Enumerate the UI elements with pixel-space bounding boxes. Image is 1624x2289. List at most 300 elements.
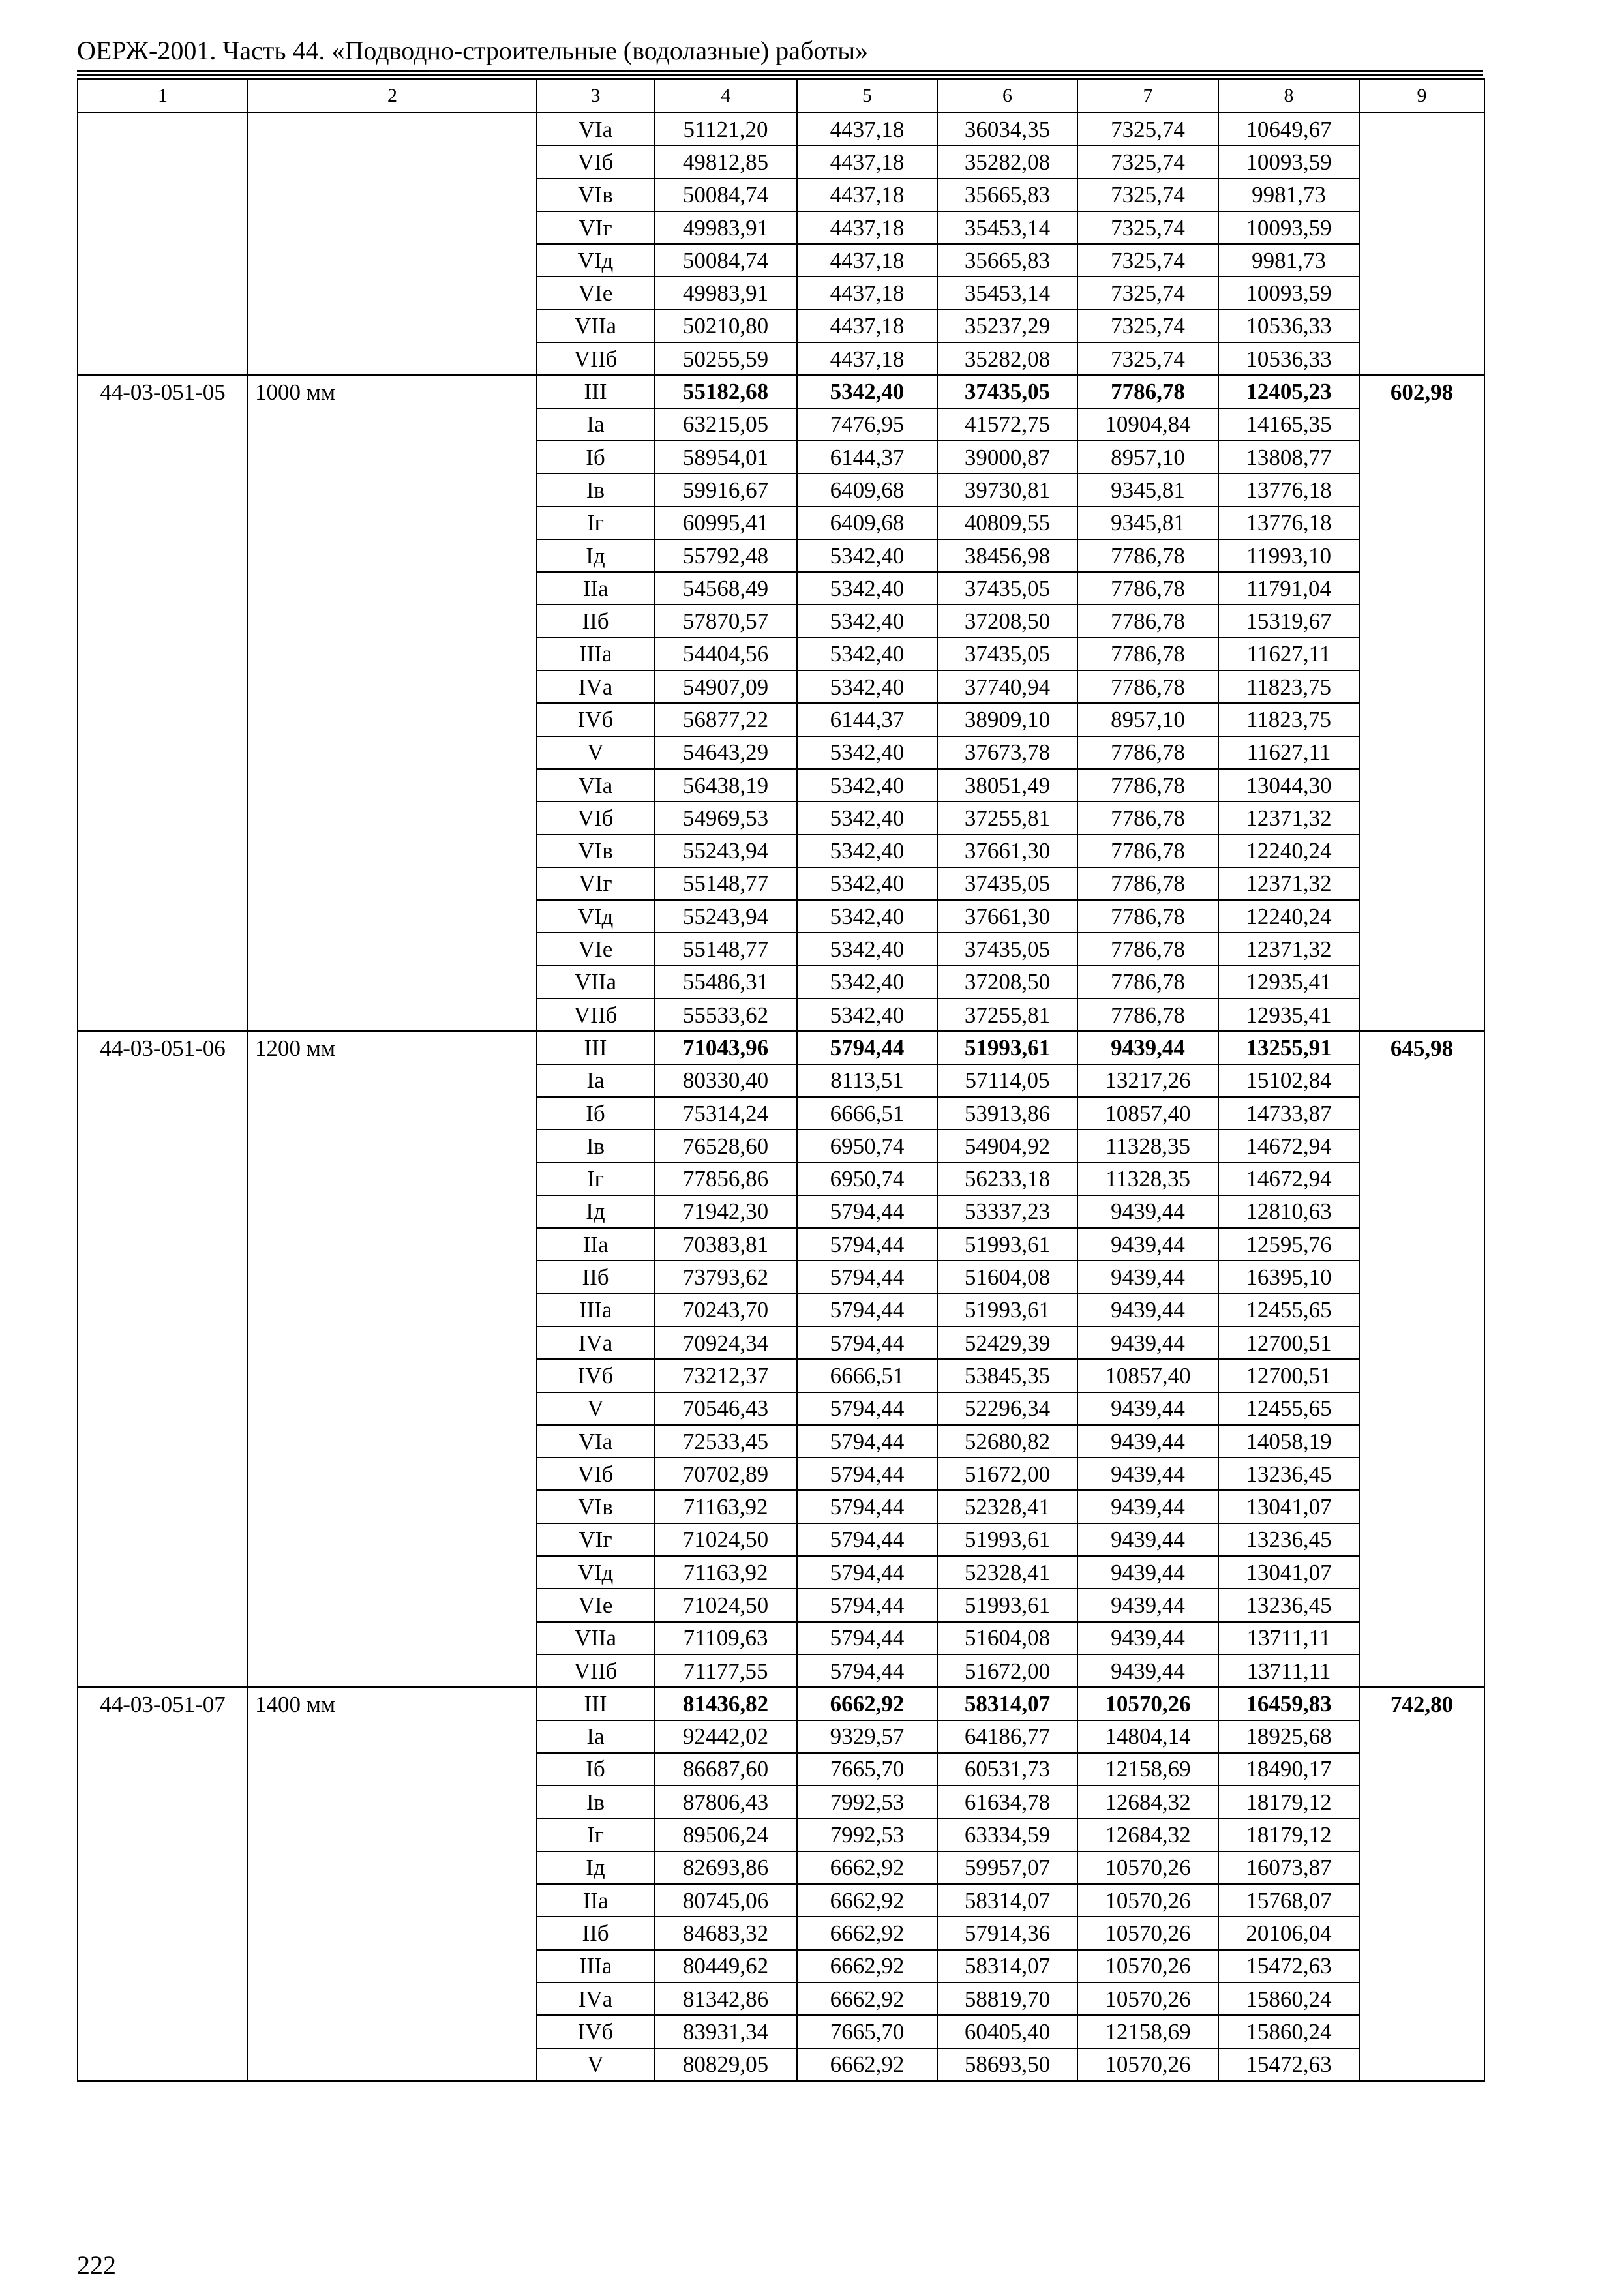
value-cell: 37255,81 [937,801,1077,834]
value-cell: 13236,45 [1218,1589,1359,1621]
value-cell: 51993,61 [937,1294,1077,1326]
column-number-cell: 2 [248,79,537,113]
value-cell: 12684,32 [1077,1818,1218,1851]
value-cell: 7786,78 [1077,998,1218,1031]
zone-cell: VIIа [537,1622,654,1654]
value-cell: 59916,67 [654,473,797,506]
value-cell: 9439,44 [1077,1490,1218,1523]
value-cell: 71024,50 [654,1589,797,1621]
value-cell: 70383,81 [654,1228,797,1261]
value-cell: 5794,44 [797,1195,937,1228]
value-cell: 80449,62 [654,1950,797,1982]
value-cell: 71109,63 [654,1622,797,1654]
value-cell: 6662,92 [797,1982,937,2015]
zone-cell: III [537,375,654,408]
value-cell: 73793,62 [654,1261,797,1293]
value-cell: 12595,76 [1218,1228,1359,1261]
value-cell: 5794,44 [797,1589,937,1621]
value-cell: 70702,89 [654,1458,797,1490]
value-cell: 10093,59 [1218,211,1359,244]
zone-cell: VIг [537,1523,654,1556]
value-cell: 9439,44 [1077,1425,1218,1458]
zone-cell: IIб [537,1917,654,1949]
column-number-cell: 3 [537,79,654,113]
zone-cell: VIе [537,277,654,309]
value-cell: 5794,44 [797,1425,937,1458]
value-cell: 61634,78 [937,1786,1077,1818]
zone-cell: Iа [537,1720,654,1753]
zone-cell: V [537,2048,654,2081]
value-cell: 6144,37 [797,703,937,736]
value-cell: 7786,78 [1077,375,1218,408]
value-cell: 13044,30 [1218,769,1359,801]
zone-cell: III [537,1031,654,1064]
value-cell: 9439,44 [1077,1294,1218,1326]
value-cell: 14058,19 [1218,1425,1359,1458]
zone-cell: VIв [537,835,654,867]
value-cell: 9439,44 [1077,1458,1218,1490]
value-cell: 13236,45 [1218,1458,1359,1490]
value-cell: 7786,78 [1077,572,1218,605]
value-cell: 13711,11 [1218,1622,1359,1654]
column-number-cell: 6 [937,79,1077,113]
value-cell: 5794,44 [797,1458,937,1490]
value-cell: 55792,48 [654,539,797,572]
value-cell: 7786,78 [1077,900,1218,933]
value-cell: 63334,59 [937,1818,1077,1851]
column-number-cell: 7 [1077,79,1218,113]
value-cell: 56438,19 [654,769,797,801]
value-cell: 4437,18 [797,211,937,244]
value-cell: 15768,07 [1218,1884,1359,1917]
value-cell: 64186,77 [937,1720,1077,1753]
value-cell: 51993,61 [937,1031,1077,1064]
value-cell: 9439,44 [1077,1523,1218,1556]
value-cell: 15860,24 [1218,2015,1359,2048]
value-cell: 6666,51 [797,1097,937,1130]
value-cell: 49983,91 [654,211,797,244]
zone-cell: VIд [537,244,654,277]
value-cell: 7325,74 [1077,145,1218,178]
zone-cell: Iа [537,1064,654,1097]
value-cell: 12455,65 [1218,1392,1359,1425]
value-cell: 13041,07 [1218,1556,1359,1589]
value-cell: 8957,10 [1077,441,1218,473]
zone-cell: III [537,1687,654,1720]
zone-cell: Iб [537,441,654,473]
value-cell: 9439,44 [1077,1392,1218,1425]
value-cell: 12684,32 [1077,1786,1218,1818]
rate-code-cell [78,113,248,375]
value-cell: 71024,50 [654,1523,797,1556]
value-cell: 7325,74 [1077,277,1218,309]
value-cell: 13808,77 [1218,441,1359,473]
value-cell: 92442,02 [654,1720,797,1753]
column-number-cell: 1 [78,79,248,113]
value-cell: 16395,10 [1218,1261,1359,1293]
zone-cell: V [537,1392,654,1425]
value-cell: 5342,40 [797,572,937,605]
zone-cell: VIб [537,145,654,178]
column-number-cell: 8 [1218,79,1359,113]
value-cell: 5342,40 [797,539,937,572]
value-cell: 5342,40 [797,966,937,998]
value-cell: 4437,18 [797,145,937,178]
value-cell: 39000,87 [937,441,1077,473]
zone-cell: Iг [537,1818,654,1851]
zone-cell: Iг [537,507,654,539]
zone-cell: Iб [537,1753,654,1786]
value-cell: 37435,05 [937,867,1077,900]
value-cell: 52328,41 [937,1490,1077,1523]
value-cell: 5794,44 [797,1031,937,1064]
value-cell: 35665,83 [937,244,1077,277]
value-cell: 12700,51 [1218,1359,1359,1392]
value-cell: 84683,32 [654,1917,797,1949]
value-cell: 54643,29 [654,736,797,769]
table-row [78,375,1484,408]
value-cell: 6666,51 [797,1359,937,1392]
value-cell: 7786,78 [1077,867,1218,900]
value-cell: 5342,40 [797,638,937,670]
value-cell: 20106,04 [1218,1917,1359,1949]
value-cell: 87806,43 [654,1786,797,1818]
value-cell: 18490,17 [1218,1753,1359,1786]
value-cell: 7992,53 [797,1818,937,1851]
value-cell: 12455,65 [1218,1294,1359,1326]
value-cell: 5794,44 [797,1556,937,1589]
zone-cell: IIIа [537,638,654,670]
value-cell: 37208,50 [937,966,1077,998]
value-cell: 5794,44 [797,1294,937,1326]
value-cell: 54907,09 [654,670,797,703]
value-cell: 6144,37 [797,441,937,473]
value-cell: 7665,70 [797,2015,937,2048]
value-cell: 12935,41 [1218,998,1359,1031]
rate-code-cell: 44-03-051-07 [78,1687,248,2081]
value-cell: 11328,35 [1077,1163,1218,1195]
value-cell: 49983,91 [654,277,797,309]
value-cell: 5342,40 [797,867,937,900]
value-cell: 51993,61 [937,1523,1077,1556]
value-cell: 12935,41 [1218,966,1359,998]
value-cell: 38051,49 [937,769,1077,801]
value-cell: 37435,05 [937,638,1077,670]
zone-cell: IVа [537,670,654,703]
value-cell: 37661,30 [937,835,1077,867]
page-number: 222 [77,2251,116,2280]
value-cell: 13776,18 [1218,507,1359,539]
value-cell: 50255,59 [654,342,797,375]
value-cell: 18179,12 [1218,1818,1359,1851]
value-cell: 15102,84 [1218,1064,1359,1097]
value-cell: 18925,68 [1218,1720,1359,1753]
value-cell: 49812,85 [654,145,797,178]
value-cell: 12700,51 [1218,1326,1359,1359]
value-cell: 7325,74 [1077,310,1218,342]
value-cell: 80330,40 [654,1064,797,1097]
value-cell: 55148,77 [654,867,797,900]
value-cell: 9439,44 [1077,1228,1218,1261]
value-cell: 53913,86 [937,1097,1077,1130]
zone-cell: IIа [537,1228,654,1261]
zone-cell: VIа [537,113,654,145]
value-cell: 11627,11 [1218,736,1359,769]
value-cell: 4437,18 [797,310,937,342]
value-cell: 10093,59 [1218,145,1359,178]
value-cell: 35453,14 [937,277,1077,309]
value-cell: 15472,63 [1218,2048,1359,2081]
value-cell: 6662,92 [797,2048,937,2081]
value-cell: 5342,40 [797,769,937,801]
value-cell: 83931,34 [654,2015,797,2048]
zone-cell: IIIа [537,1950,654,1982]
price-table [77,78,1485,2082]
value-cell: 10857,40 [1077,1359,1218,1392]
value-cell: 38909,10 [937,703,1077,736]
value-cell: 10570,26 [1077,1982,1218,2015]
value-cell: 12371,32 [1218,801,1359,834]
labor-cost-cell: 645,98 [1359,1031,1484,1687]
value-cell: 5342,40 [797,933,937,965]
value-cell: 4437,18 [797,342,937,375]
value-cell: 39730,81 [937,473,1077,506]
value-cell: 60531,73 [937,1753,1077,1786]
value-cell: 10536,33 [1218,310,1359,342]
value-cell: 7325,74 [1077,342,1218,375]
value-cell: 4437,18 [797,244,937,277]
value-cell: 9345,81 [1077,507,1218,539]
value-cell: 13217,26 [1077,1064,1218,1097]
value-cell: 50210,80 [654,310,797,342]
header-rule-bottom [77,74,1483,76]
value-cell: 35453,14 [937,211,1077,244]
value-cell: 37435,05 [937,572,1077,605]
pipe-size-cell [248,113,537,375]
value-cell: 7786,78 [1077,801,1218,834]
value-cell: 9345,81 [1077,473,1218,506]
value-cell: 6662,92 [797,1851,937,1884]
value-cell: 36034,35 [937,113,1077,145]
value-cell: 37435,05 [937,375,1077,408]
value-cell: 10649,67 [1218,113,1359,145]
value-cell: 9981,73 [1218,244,1359,277]
value-cell: 5342,40 [797,900,937,933]
value-cell: 5794,44 [797,1261,937,1293]
value-cell: 18179,12 [1218,1786,1359,1818]
value-cell: 37661,30 [937,900,1077,933]
value-cell: 55243,94 [654,835,797,867]
value-cell: 6950,74 [797,1163,937,1195]
zone-cell: Iв [537,1130,654,1162]
value-cell: 70243,70 [654,1294,797,1326]
value-cell: 7325,74 [1077,113,1218,145]
column-number-cell: 5 [797,79,937,113]
value-cell: 5794,44 [797,1326,937,1359]
value-cell: 8113,51 [797,1064,937,1097]
value-cell: 7476,95 [797,408,937,441]
value-cell: 75314,24 [654,1097,797,1130]
value-cell: 58314,07 [937,1884,1077,1917]
value-cell: 54969,53 [654,801,797,834]
value-cell: 51604,08 [937,1261,1077,1293]
value-cell: 10536,33 [1218,342,1359,375]
value-cell: 56233,18 [937,1163,1077,1195]
value-cell: 72533,45 [654,1425,797,1458]
value-cell: 16073,87 [1218,1851,1359,1884]
value-cell: 58314,07 [937,1950,1077,1982]
value-cell: 5794,44 [797,1622,937,1654]
value-cell: 51604,08 [937,1622,1077,1654]
value-cell: 9329,57 [797,1720,937,1753]
value-cell: 15319,67 [1218,605,1359,637]
value-cell: 9439,44 [1077,1654,1218,1687]
value-cell: 57914,36 [937,1917,1077,1949]
value-cell: 12405,23 [1218,375,1359,408]
value-cell: 10904,84 [1077,408,1218,441]
value-cell: 5342,40 [797,605,937,637]
value-cell: 14165,35 [1218,408,1359,441]
value-cell: 10570,26 [1077,1917,1218,1949]
value-cell: 10570,26 [1077,1687,1218,1720]
value-cell: 7786,78 [1077,966,1218,998]
column-number-cell: 4 [654,79,797,113]
value-cell: 15860,24 [1218,1982,1359,2015]
table-row [78,113,1484,145]
value-cell: 4437,18 [797,179,937,211]
value-cell: 7786,78 [1077,933,1218,965]
value-cell: 12240,24 [1218,900,1359,933]
value-cell: 52296,34 [937,1392,1077,1425]
value-cell: 13255,91 [1218,1031,1359,1064]
zone-cell: IVб [537,1359,654,1392]
pipe-size-cell: 1200 мм [248,1031,537,1687]
value-cell: 55486,31 [654,966,797,998]
zone-cell: IVб [537,703,654,736]
value-cell: 14672,94 [1218,1163,1359,1195]
value-cell: 12240,24 [1218,835,1359,867]
zone-cell: Iб [537,1097,654,1130]
zone-cell: VIг [537,211,654,244]
value-cell: 13776,18 [1218,473,1359,506]
value-cell: 52680,82 [937,1425,1077,1458]
value-cell: 4437,18 [797,277,937,309]
value-cell: 54404,56 [654,638,797,670]
value-cell: 9439,44 [1077,1556,1218,1589]
value-cell: 35282,08 [937,145,1077,178]
value-cell: 38456,98 [937,539,1077,572]
labor-cost-cell: 602,98 [1359,375,1484,1031]
value-cell: 11823,75 [1218,703,1359,736]
value-cell: 37740,94 [937,670,1077,703]
value-cell: 37435,05 [937,933,1077,965]
value-cell: 11823,75 [1218,670,1359,703]
value-cell: 6662,92 [797,1950,937,1982]
value-cell: 71163,92 [654,1556,797,1589]
value-cell: 13236,45 [1218,1523,1359,1556]
value-cell: 9439,44 [1077,1589,1218,1621]
value-cell: 86687,60 [654,1753,797,1786]
value-cell: 52328,41 [937,1556,1077,1589]
value-cell: 55148,77 [654,933,797,965]
value-cell: 7665,70 [797,1753,937,1786]
value-cell: 13041,07 [1218,1490,1359,1523]
value-cell: 76528,60 [654,1130,797,1162]
value-cell: 12158,69 [1077,2015,1218,2048]
zone-cell: Iа [537,408,654,441]
value-cell: 37255,81 [937,998,1077,1031]
value-cell: 5342,40 [797,998,937,1031]
value-cell: 6662,92 [797,1884,937,1917]
value-cell: 5794,44 [797,1654,937,1687]
table-row [78,1687,1484,1720]
value-cell: 57870,57 [654,605,797,637]
value-cell: 55533,62 [654,998,797,1031]
zone-cell: VIв [537,1490,654,1523]
zone-cell: VIе [537,1589,654,1621]
value-cell: 10570,26 [1077,1851,1218,1884]
value-cell: 7992,53 [797,1786,937,1818]
value-cell: 77856,86 [654,1163,797,1195]
zone-cell: Iд [537,1851,654,1884]
value-cell: 35237,29 [937,310,1077,342]
value-cell: 6950,74 [797,1130,937,1162]
labor-cost-cell [1359,113,1484,375]
value-cell: 59957,07 [937,1851,1077,1884]
zone-cell: VIIб [537,1654,654,1687]
value-cell: 14804,14 [1077,1720,1218,1753]
value-cell: 5794,44 [797,1523,937,1556]
value-cell: 80829,05 [654,2048,797,2081]
value-cell: 7786,78 [1077,670,1218,703]
value-cell: 8957,10 [1077,703,1218,736]
zone-cell: VIб [537,801,654,834]
labor-cost-cell: 742,80 [1359,1687,1484,2081]
value-cell: 7786,78 [1077,835,1218,867]
zone-cell: VIIа [537,966,654,998]
value-cell: 71177,55 [654,1654,797,1687]
value-cell: 5342,40 [797,670,937,703]
value-cell: 7786,78 [1077,769,1218,801]
pipe-size-cell: 1000 мм [248,375,537,1031]
value-cell: 54568,49 [654,572,797,605]
value-cell: 6409,68 [797,473,937,506]
value-cell: 35282,08 [937,342,1077,375]
zone-cell: Iг [537,1163,654,1195]
zone-cell: VIIб [537,342,654,375]
value-cell: 15472,63 [1218,1950,1359,1982]
value-cell: 55182,68 [654,375,797,408]
value-cell: 9439,44 [1077,1195,1218,1228]
zone-cell: Iд [537,1195,654,1228]
value-cell: 5794,44 [797,1228,937,1261]
page-header: ОЕРЖ-2001. Часть 44. «Подводно-строительные (водолазные) работы» [77,36,869,65]
zone-cell: Iв [537,1786,654,1818]
value-cell: 71942,30 [654,1195,797,1228]
zone-cell: VIд [537,900,654,933]
value-cell: 5342,40 [797,801,937,834]
value-cell: 56877,22 [654,703,797,736]
value-cell: 71043,96 [654,1031,797,1064]
value-cell: 9439,44 [1077,1622,1218,1654]
value-cell: 70924,34 [654,1326,797,1359]
value-cell: 11627,11 [1218,638,1359,670]
value-cell: 11328,35 [1077,1130,1218,1162]
value-cell: 35665,83 [937,179,1077,211]
value-cell: 54904,92 [937,1130,1077,1162]
zone-cell: IIб [537,605,654,637]
value-cell: 60995,41 [654,507,797,539]
